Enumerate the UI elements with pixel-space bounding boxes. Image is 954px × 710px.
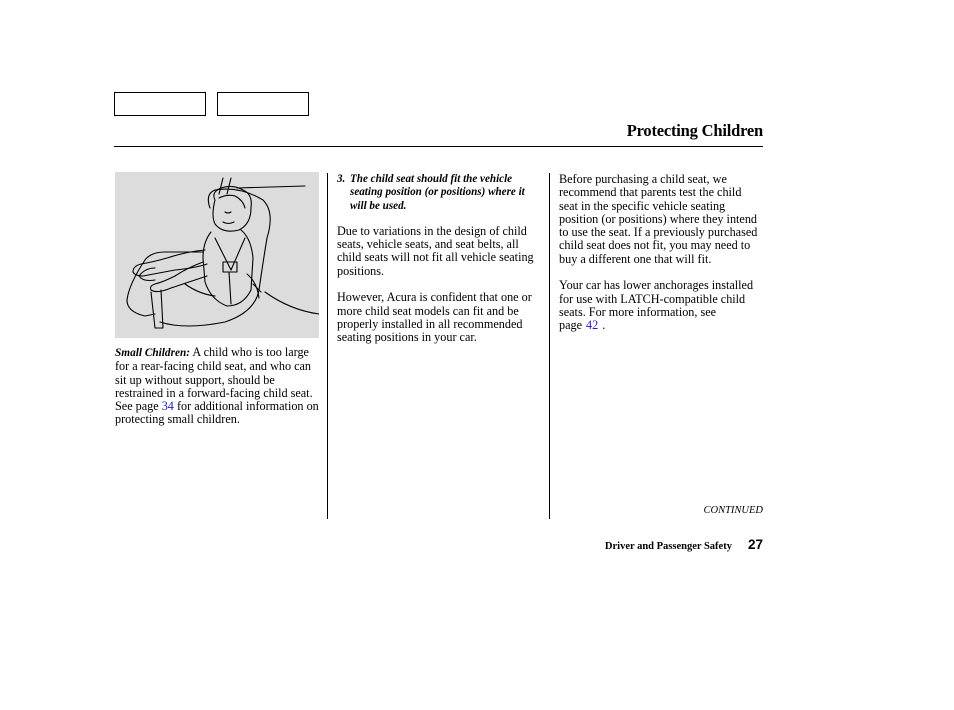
latch-text-end: . — [602, 318, 606, 333]
child-seat-drawing — [115, 172, 319, 338]
header-rule — [114, 146, 763, 147]
nav-button-next[interactable] — [217, 92, 309, 116]
small-children-text-end: for additional information on protecting small children. — [115, 399, 319, 427]
small-children-lead: Small Children: — [115, 347, 191, 359]
paragraph-acura-confident: However, Acura is confident that one or more child seat models can fit and be properly installed in all recommended seating positions in your car. — [337, 290, 532, 345]
page-link-42[interactable]: 42 — [586, 318, 599, 333]
nav-button-previous[interactable] — [114, 92, 206, 116]
middle-column — [337, 173, 543, 358]
step-number: 3. — [337, 173, 346, 185]
step-3 — [337, 173, 543, 213]
page-footer — [605, 537, 763, 552]
small-children-paragraph — [115, 346, 321, 427]
paragraph-before-purchasing: Before purchasing a child seat, we recommend that parents test the child seat in the specific vehicle seating position (or positions) where they intend to use the seat. If a previously purchased child seat does not fit, you may need to buy a different one that will fit. — [559, 172, 758, 266]
footer-section-title: Driver and Passenger Safety — [604, 541, 732, 552]
small-children-text: A child who is too large for a rear-facing child seat, and who can sit up without support, should be restrained in a forward-facing child seat. See page — [115, 345, 313, 414]
column-divider — [327, 173, 328, 519]
paragraph-variations: Due to variations in the design of child seats, vehicle seats, and seat belts, all child seats will not fit all vehicle seating positions. — [337, 223, 534, 278]
left-column — [115, 346, 321, 440]
page-link-34[interactable]: 34 — [161, 399, 174, 414]
column-divider — [549, 173, 550, 519]
step-text: The child seat should fit the vehicle seating position (or positions) where it will be used. — [350, 173, 525, 212]
page-number: 27 — [747, 537, 763, 552]
right-column — [559, 173, 763, 346]
child-seat-illustration — [115, 172, 319, 338]
continued-label: CONTINUED — [703, 505, 763, 516]
latch-text: Your car has lower anchorages installed for use with LATCH-compatible child seats. For more information, see page — [559, 278, 754, 333]
paragraph-latch — [559, 279, 763, 332]
page-title: Protecting Children — [626, 121, 763, 140]
